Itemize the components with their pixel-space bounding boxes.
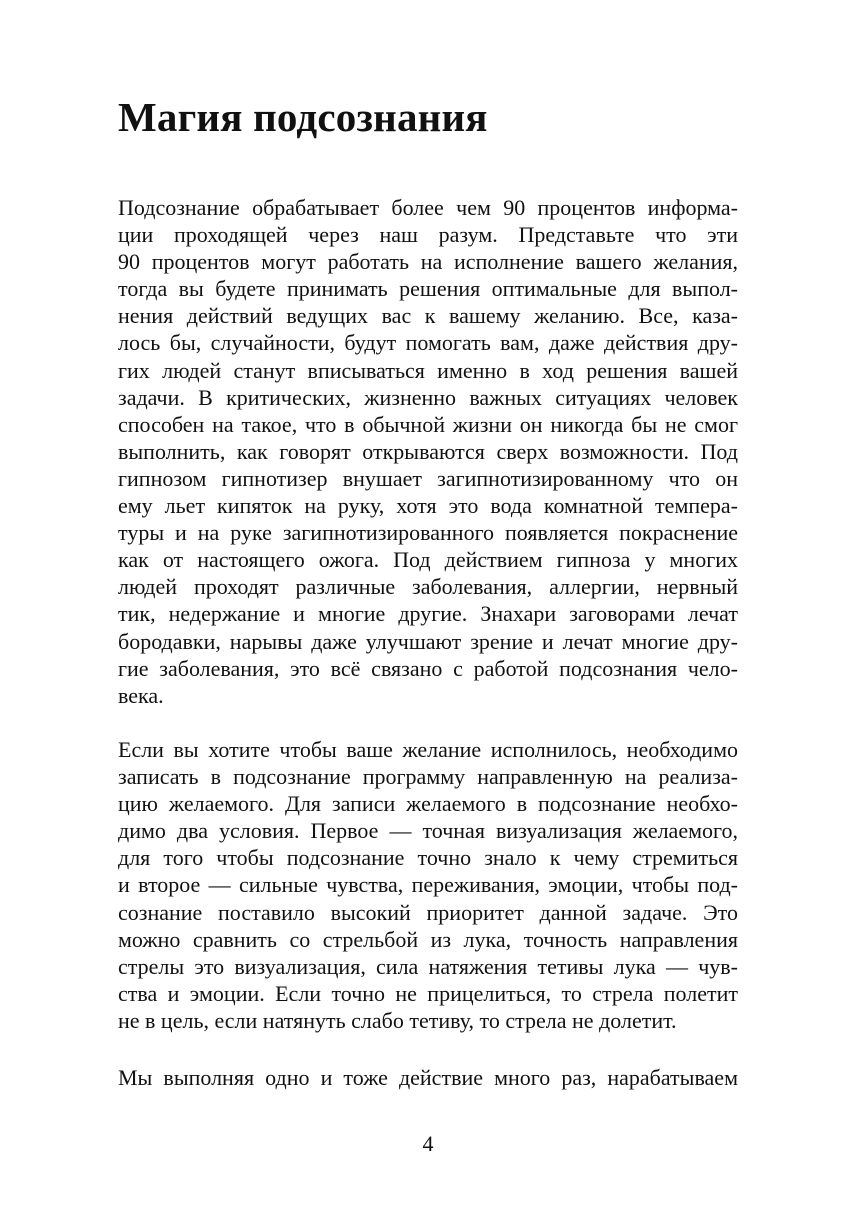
text-line: как от настоящего ожога. Под действием гипноза у многих [118,547,738,573]
text-line: выполнить, как говорят открываются сверх возможности. Под [118,438,738,464]
chapter-title: Магия подсознания [118,94,488,140]
text-line: записать в подсознание программу направленную на реализа- [118,764,738,790]
text-line: гих людей станут вписываться именно в ход решения вашей [118,357,738,383]
text-line: задачи. В критических, жизненно важных ситуациях человек [118,384,738,410]
text-line: для того чтобы подсознание точно знало к чему стремиться [118,845,738,871]
text-line: способен на такое, что в обычной жизни он никогда бы не смог [118,411,738,437]
text-line: гипнозом гипнотизер внушает загипнотизированному что он [118,465,738,491]
text-line: нения действий ведущих вас к вашему желанию. Все, каза- [118,303,738,329]
text-line: туры и на руке загипнотизированного появляется покраснение [118,520,738,546]
text-line: Мы выполняя одно и тоже действие много раз, нарабатываем [118,1065,738,1090]
text-line: можно сравнить со стрельбой из лука, точность направления [118,926,738,952]
text-line: людей проходят различные заболевания, аллергии, нервный [118,574,738,600]
text-line: тик, недержание и многие другие. Знахари заговорами лечат [118,601,738,627]
text-line: цию желаемого. Для записи желаемого в подсознание необхо- [118,791,738,817]
text-line: 90 процентов могут работать на исполнение вашего желания, [118,249,738,275]
text-line: лось бы, случайности, будут помогать вам, даже действия дру- [118,330,738,356]
text-line: тогда вы будете принимать решения оптимальные для выпол- [118,276,738,302]
text-line: Если вы хотите чтобы ваше желание исполнилось, необходимо [118,737,738,762]
text-line: не в цель, если натянуть слабо тетиву, то стрела не долетит. [118,1007,677,1033]
text-line: ему льет кипяток на руку, хотя это вода комнатной темпера- [118,493,738,519]
text-line: ства и эмоции. Если точно не прицелиться, то стрела полетит [118,980,738,1006]
text-line: димо два условия. Первое — точная визуализация желаемого, [118,818,738,844]
text-line: века. [118,682,164,708]
text-line: бородавки, нарывы даже улучшают зрение и лечат многие дру- [118,628,738,654]
text-line: и второе — сильные чувства, переживания, эмоции, чтобы под- [118,872,738,898]
text-line: гие заболевания, это всё связано с работой подсознания чело- [118,655,738,681]
text-line: сознание поставило высокий приоритет данной задаче. Это [118,899,738,925]
page-number: 4 [422,1131,434,1156]
paragraph-1 [118,194,738,709]
text-line: ции проходящей через наш разум. Представьте что эти [118,222,738,248]
text-line: стрелы это визуализация, сила натяжения тетивы лука — чув- [118,953,738,979]
paragraph-3 [118,1064,738,1091]
paragraph-2 [118,736,738,1034]
text-line: Подсознание обрабатывает более чем 90 процентов информа- [118,195,738,220]
